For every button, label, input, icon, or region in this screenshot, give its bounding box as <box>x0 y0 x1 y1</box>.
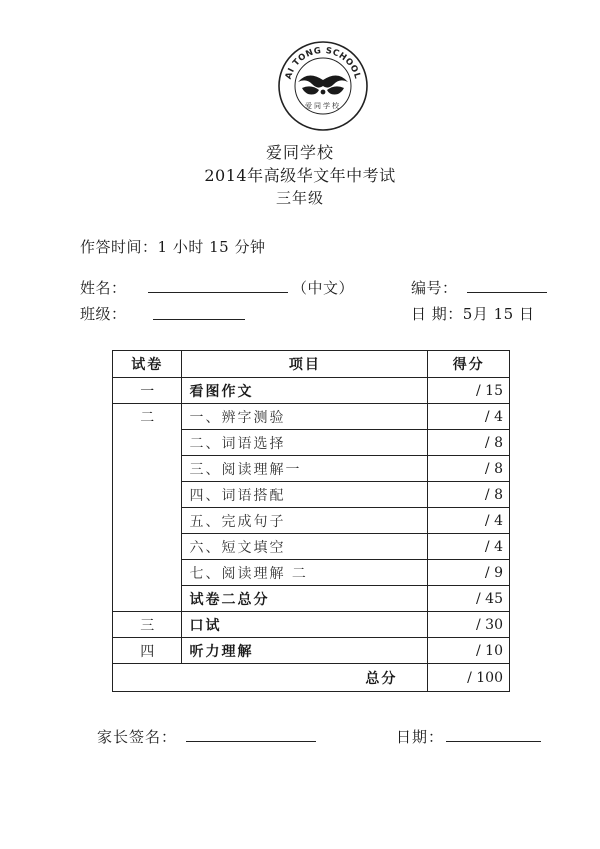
date-value: 5月 15 日 <box>462 305 535 323</box>
item-cell: 七、阅读理解 二 <box>182 560 428 586</box>
item-cell: 口试 <box>182 612 428 638</box>
table-row <box>113 586 510 612</box>
name-label: 姓名： <box>80 279 127 297</box>
paper-cell: 二 <box>113 404 182 430</box>
exam-title: 2014年高级华文年中考试 <box>204 166 396 185</box>
score-cell: / 4 <box>428 534 510 560</box>
score-cell: / 8 <box>428 456 510 482</box>
item-cell: 看图作文 <box>182 378 428 404</box>
total-label: 总分 <box>113 664 428 692</box>
item-cell: 五、完成句子 <box>182 508 428 534</box>
paper-cell <box>113 534 182 560</box>
number-label: 编号： <box>411 279 458 297</box>
duration-value: 1 小时 15 分钟 <box>157 238 266 256</box>
footer-date-label: 日期： <box>396 728 445 746</box>
paper-cell <box>113 508 182 534</box>
name-field[interactable] <box>148 278 288 293</box>
score-cell: / 4 <box>428 508 510 534</box>
item-cell: 六、短文填空 <box>182 534 428 560</box>
table-row <box>113 560 510 586</box>
class-label: 班级： <box>80 305 127 323</box>
header-paper: 试卷 <box>113 351 182 378</box>
paper-cell <box>113 430 182 456</box>
paper-cell <box>113 560 182 586</box>
date-line <box>411 303 534 324</box>
table-row <box>113 378 510 404</box>
paper-cell <box>113 456 182 482</box>
table-row <box>113 638 510 664</box>
table-row <box>113 612 510 638</box>
parent-sign-label: 家长签名： <box>97 728 178 746</box>
header-score: 得分 <box>428 351 510 378</box>
score-cell: / 8 <box>428 482 510 508</box>
header-item: 项目 <box>182 351 428 378</box>
duration-line <box>80 236 265 257</box>
score-cell: / 45 <box>428 586 510 612</box>
paper-cell <box>113 482 182 508</box>
item-cell: 二、词语选择 <box>182 430 428 456</box>
logo-emblem <box>298 75 348 94</box>
item-cell: 听力理解 <box>182 638 428 664</box>
score-cell: / 10 <box>428 638 510 664</box>
score-cell: / 9 <box>428 560 510 586</box>
score-cell: / 8 <box>428 430 510 456</box>
name-suffix: （中文） <box>292 279 355 297</box>
table-row <box>113 404 510 430</box>
score-cell: / 30 <box>428 612 510 638</box>
total-score: / 100 <box>428 664 510 692</box>
parent-sign-field[interactable] <box>186 727 316 742</box>
paper-cell: 三 <box>113 612 182 638</box>
table-row <box>113 534 510 560</box>
school-logo <box>278 40 368 136</box>
paper-cell: 四 <box>113 638 182 664</box>
score-cell: / 4 <box>428 404 510 430</box>
table-header-row <box>113 351 510 378</box>
class-field[interactable] <box>153 305 245 320</box>
svg-text:爱同学校: 爱同学校 <box>305 102 341 110</box>
grade-level: 三年级 <box>275 189 324 207</box>
table-total-row <box>113 664 510 692</box>
table-row <box>113 430 510 456</box>
table-row <box>113 508 510 534</box>
score-cell: / 15 <box>428 378 510 404</box>
footer-date-field[interactable] <box>446 727 541 742</box>
table-row <box>113 456 510 482</box>
score-table <box>112 350 510 692</box>
item-cell: 四、词语搭配 <box>182 482 428 508</box>
date-label: 日 期： <box>411 305 463 323</box>
item-cell: 一、辨字测验 <box>182 404 428 430</box>
item-cell: 试卷二总分 <box>182 586 428 612</box>
svg-text:AI TONG SCHOOL: AI TONG SCHOOL <box>283 45 363 81</box>
item-cell: 三、阅读理解一 <box>182 456 428 482</box>
duration-label: 作答时间： <box>80 238 158 256</box>
table-row <box>113 482 510 508</box>
paper-cell: 一 <box>113 378 182 404</box>
paper-cell <box>113 586 182 612</box>
number-field[interactable] <box>467 278 547 293</box>
school-name: 爱同学校 <box>265 143 334 162</box>
